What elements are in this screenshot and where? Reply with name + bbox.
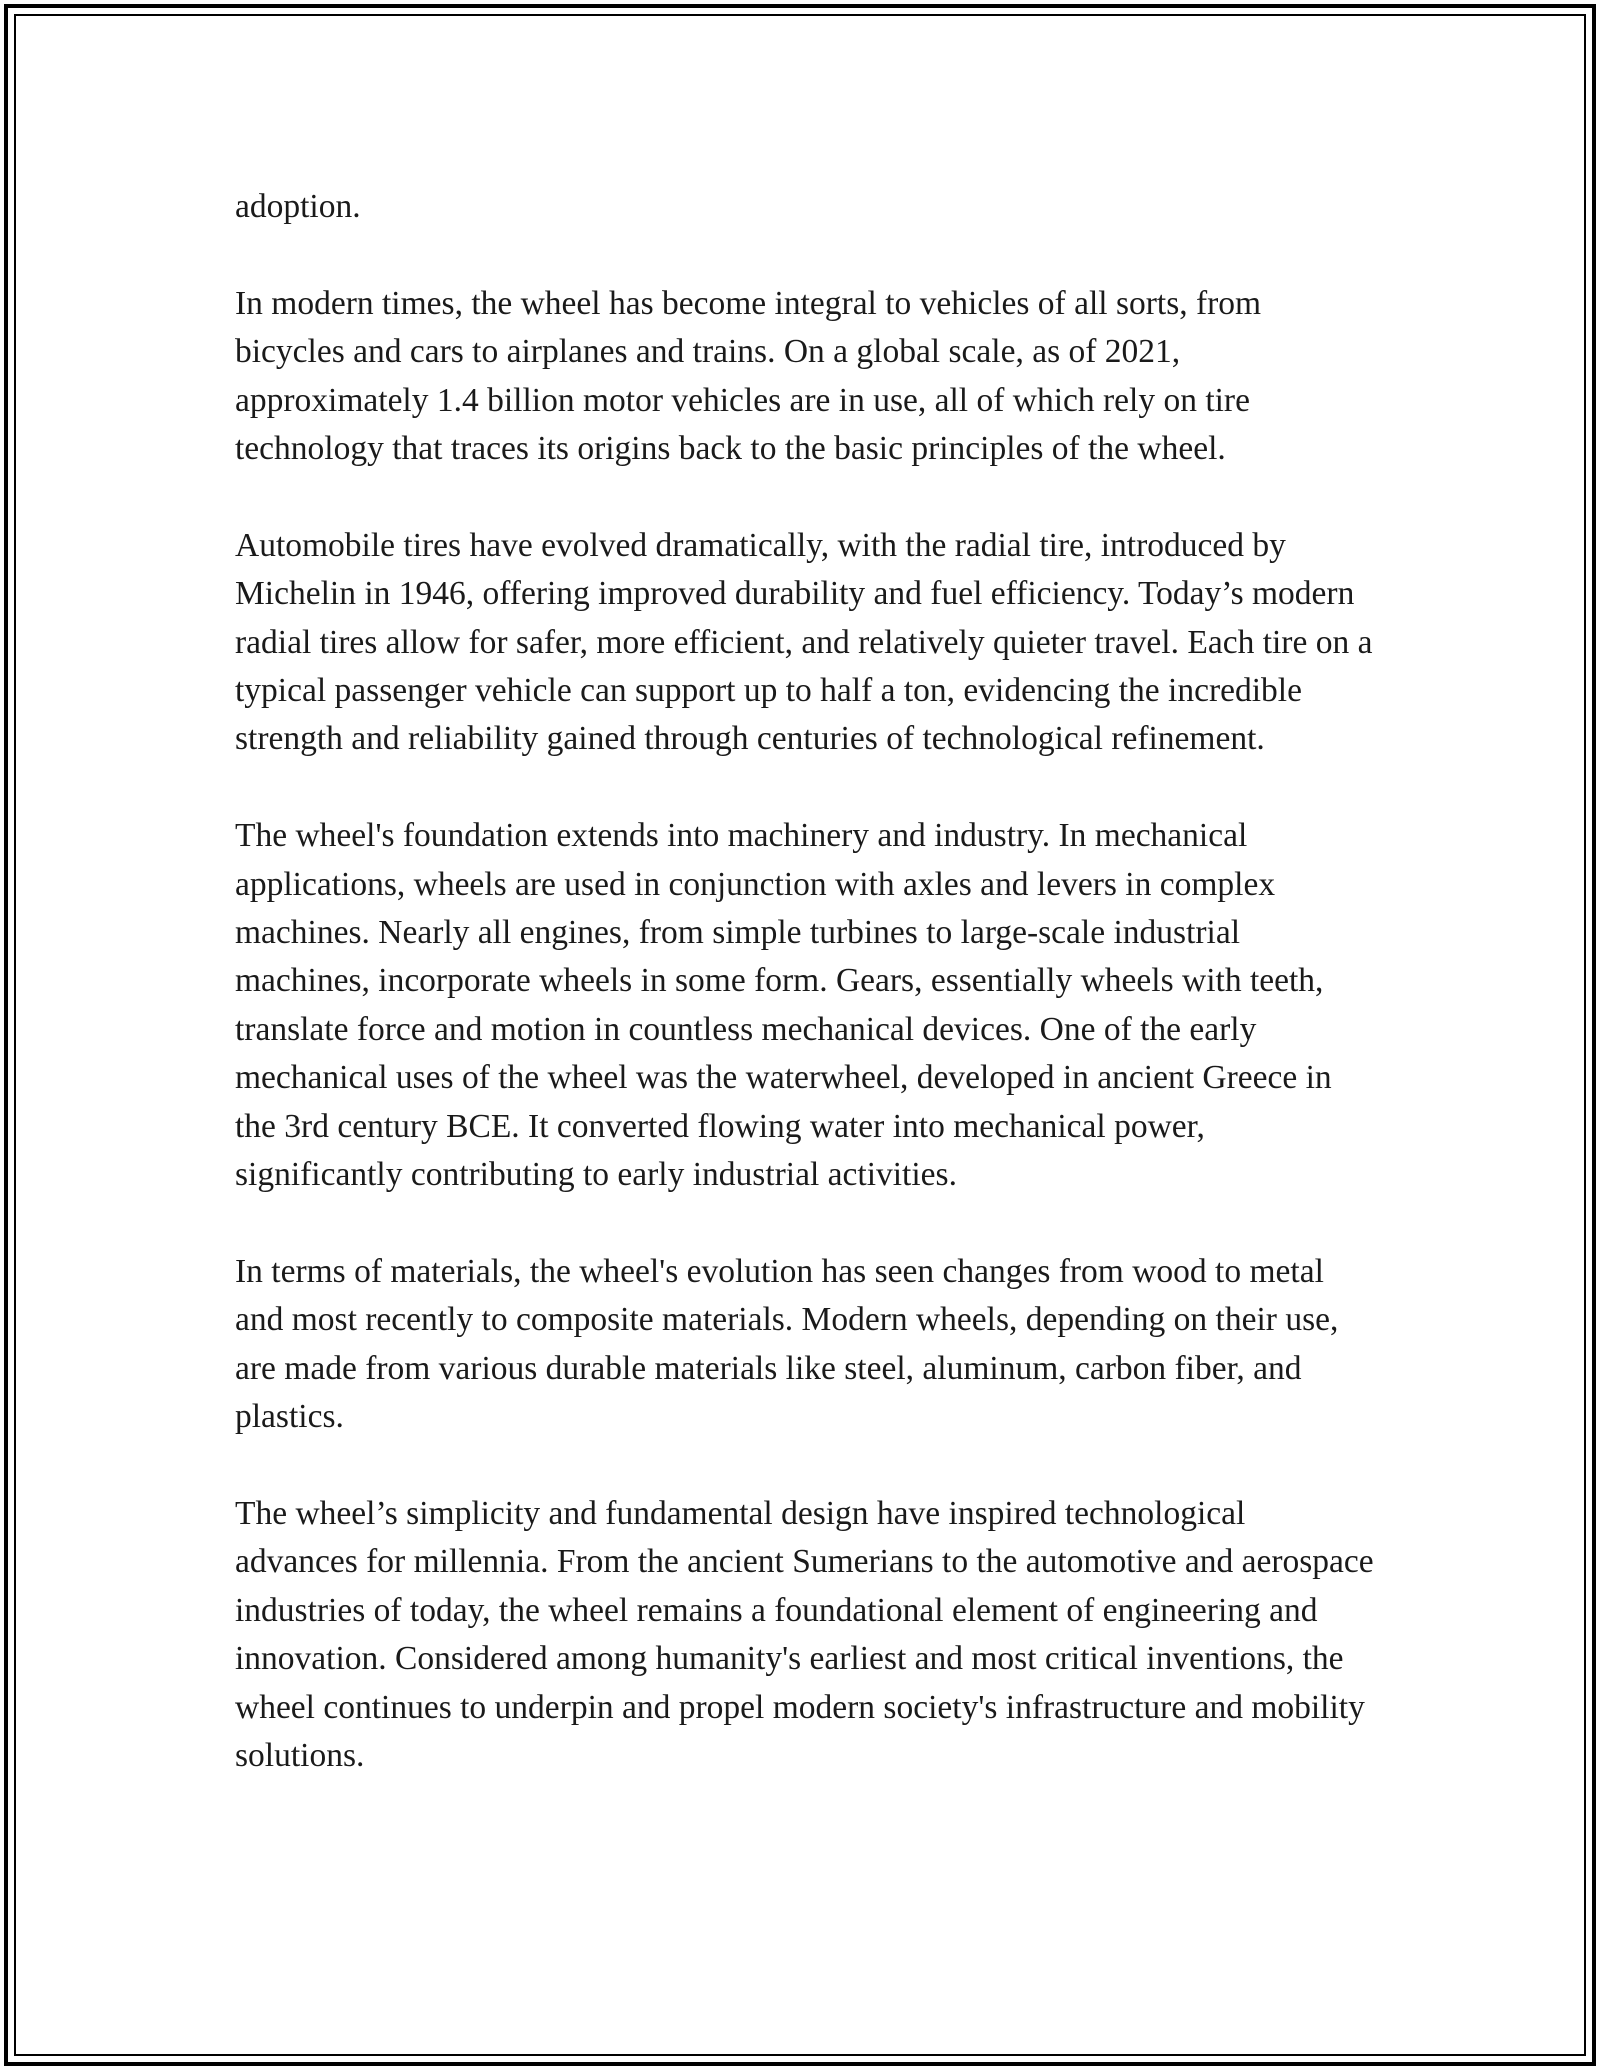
- paragraph: The wheel's foundation extends into machinery and industry. In mechanical applications, wheels are used in conjunction with axles and levers in complex machines. Nearly all engines, from simple turbines to large-scale industrial machines, incorporate wheels in some form. Gears, essentially wheels with teeth, translate force and motion in countless mechanical devices. One of the early mechanical uses of the wheel was the waterwheel, developed in ancient Greece in the 3rd century BCE. It converted flowing water into mechanical power, significantly contributing to early industrial activities.: [235, 817, 1332, 1194]
- paragraph: adoption.: [235, 188, 361, 225]
- paragraph: In modern times, the wheel has become integral to vehicles of all sorts, from bicycles and cars to airplanes and trains. On a global scale, as of 2021, approximately 1.4 billion motor vehicles are in use, all of which rely on tire technology that traces its origins back to the basic principles of the wheel.: [235, 284, 1262, 468]
- paragraph: The wheel’s simplicity and fundamental design have inspired technological advances for millennia. From the ancient Sumerians to the automotive and aerospace industries of today, the wheel remains a foundational element of engineering and innovation. Considered among humanity's earliest and most critical inventions, the wheel continues to underpin and propel modern society's infrastructure and mobility solutions.: [235, 1494, 1374, 1774]
- document-body: [235, 183, 1375, 1829]
- paragraph: In terms of materials, the wheel's evolution has seen changes from wood to metal and most recently to composite materials. Modern wheels, depending on their use, are made from various durable materials like steel, aluminum, carbon fiber, and plastics.: [235, 1252, 1339, 1436]
- paragraph: Automobile tires have evolved dramatically, with the radial tire, introduced by Michelin in 1946, offering improved durability and fuel efficiency. Today’s modern radial tires allow for safer, more efficient, and relatively quieter travel. Each tire on a typical passenger vehicle can support up to half a ton, evidencing the incredible strength and reliability gained through centuries of technological refinement.: [235, 526, 1373, 758]
